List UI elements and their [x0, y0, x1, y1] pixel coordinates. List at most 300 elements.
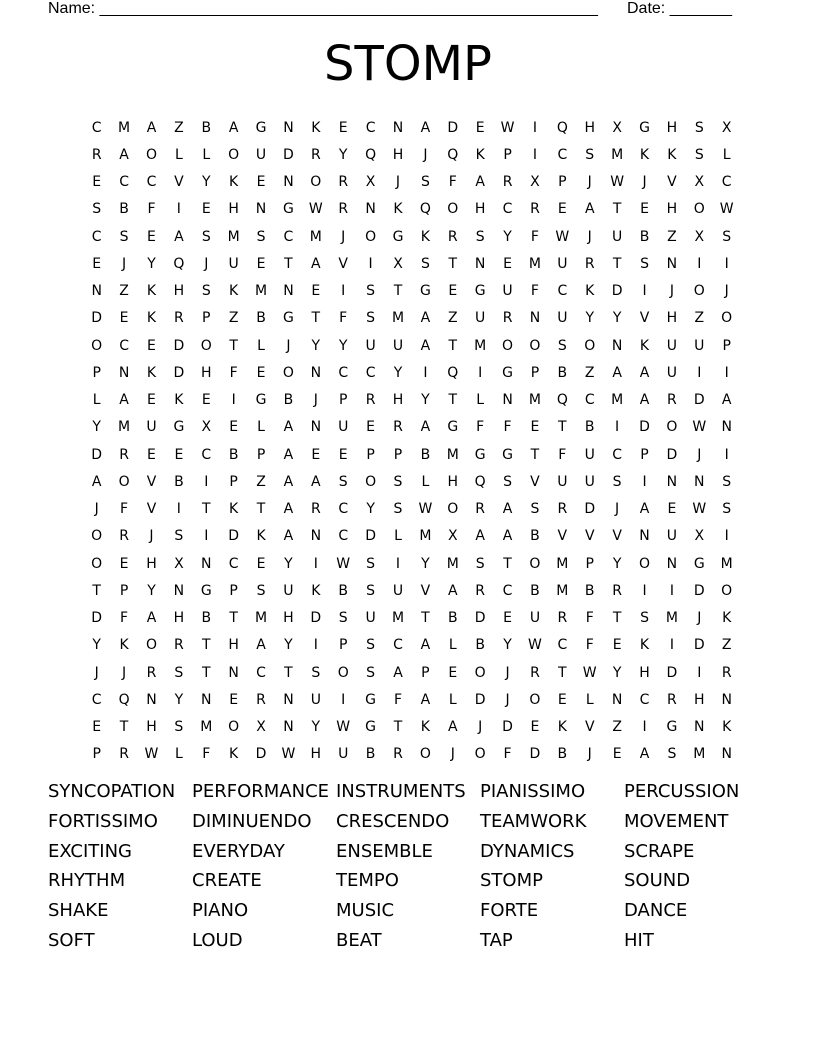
grid-cell: C [557, 637, 568, 654]
grid-cell: R [174, 310, 184, 327]
grid-cell: I [724, 528, 729, 545]
grid-cell: G [502, 364, 513, 381]
grid-cell: O [447, 201, 459, 218]
grid-cell: O [693, 283, 705, 300]
grid-cell: S [694, 119, 704, 136]
grid-cell: T [448, 255, 458, 272]
grid-cell: O [447, 501, 459, 518]
grid-cell: V [584, 528, 595, 545]
grid-cell: N [666, 555, 678, 572]
grid-cell: Y [421, 555, 430, 572]
grid-cell: S [393, 473, 403, 490]
grid-cell: Y [92, 419, 101, 436]
grid-cell: G [365, 691, 377, 708]
grid-cell: P [503, 146, 512, 163]
grid-cell: I [395, 555, 401, 572]
grid-cell: K [229, 283, 239, 300]
grid-cell: X [694, 174, 705, 191]
grid-cell: N [694, 719, 705, 736]
grid-cell: B [557, 364, 568, 381]
grid-cell: S [640, 610, 649, 627]
grid-cell: N [310, 528, 322, 545]
grid-cell: D [91, 310, 103, 327]
grid-cell: N [228, 664, 239, 681]
grid-cell: F [503, 746, 512, 763]
grid-cell: X [256, 719, 266, 736]
grid-cell: I [176, 501, 181, 518]
grid-row [83, 332, 743, 359]
grid-cell: G [283, 201, 294, 218]
grid-cell: W [336, 555, 351, 572]
grid-cell: P [585, 555, 594, 572]
grid-cell: Y [147, 255, 156, 272]
grid-cell: F [147, 201, 156, 218]
grid-cell: B [557, 746, 568, 763]
grid-cell: K [146, 310, 157, 327]
grid-cell: M [474, 337, 487, 354]
grid-cell: I [313, 555, 318, 572]
grid-cell: N [283, 283, 294, 300]
grid-cell: M [391, 310, 405, 327]
grid-cell: A [283, 528, 294, 545]
word-list-item: INSTRUMENTS [336, 781, 466, 802]
grid-cell: E [448, 664, 458, 681]
grid-cell: U [365, 337, 376, 354]
grid-cell: E [667, 501, 677, 518]
grid-cell: N [310, 419, 322, 436]
page-title: STOMP [324, 36, 492, 92]
grid-cell: I [697, 255, 702, 272]
grid-cell: A [174, 228, 184, 245]
grid-cell: G [474, 283, 486, 300]
word-list-item: PERCUSSION [624, 781, 740, 802]
grid-cell: I [724, 364, 729, 381]
grid-cell: A [119, 146, 129, 163]
grid-cell: S [201, 283, 211, 300]
word-list-item: SOUND [624, 870, 691, 892]
grid-cell: E [119, 555, 129, 572]
grid-cell: J [122, 255, 127, 272]
grid-cell: T [229, 610, 238, 627]
grid-cell: I [724, 255, 729, 272]
grid-cell: Z [228, 310, 239, 327]
grid-cell: R [119, 446, 129, 463]
grid-cell: N [392, 119, 404, 136]
grid-cell: M [528, 392, 541, 409]
grid-cell: E [503, 610, 512, 627]
grid-cell: Y [585, 310, 594, 327]
grid-cell: O [310, 174, 322, 191]
grid-cell: K [475, 146, 485, 163]
grid-cell: F [503, 419, 512, 436]
grid-cell: T [612, 610, 622, 627]
grid-cell: C [228, 555, 239, 572]
grid-cell: D [474, 610, 486, 627]
grid-cell: R [721, 664, 732, 681]
grid-cell: U [392, 582, 404, 599]
grid-cell: T [256, 501, 266, 518]
grid-cell: L [202, 146, 211, 163]
grid-cell: K [229, 501, 239, 518]
grid-cell: S [201, 228, 211, 245]
grid-cell: G [255, 119, 267, 136]
grid-cell: Y [201, 174, 211, 191]
grid-cell: W [692, 501, 707, 518]
grid-cell: A [475, 174, 485, 191]
grid-cell: J [505, 664, 510, 681]
grid-cell: J [697, 610, 702, 627]
grid-cell: P [338, 637, 348, 654]
grid-cell: A [502, 528, 513, 545]
grid-cell: U [392, 337, 404, 354]
grid-cell: J [505, 691, 510, 708]
grid-cell: C [91, 119, 102, 136]
word-list-item: TEMPO [336, 870, 399, 892]
grid-cell: P [393, 446, 403, 463]
grid-cell: O [529, 337, 541, 354]
grid-cell: L [394, 528, 402, 545]
grid-cell: G [283, 310, 294, 327]
grid-cell: D [584, 501, 596, 518]
grid-cell: A [612, 364, 622, 381]
grid-cell: K [311, 119, 321, 136]
grid-cell: R [475, 582, 486, 599]
grid-cell: U [694, 337, 705, 354]
grid-cell: S [338, 610, 348, 627]
grid-cell: A [420, 691, 431, 708]
grid-cell: S [503, 473, 512, 490]
grid-cell: M [446, 555, 459, 572]
grid-cell: U [557, 473, 568, 490]
grid-cell: V [639, 310, 650, 327]
grid-cell: O [91, 528, 103, 545]
grid-cell: Z [612, 719, 622, 736]
grid-cell: U [338, 419, 349, 436]
grid-cell: J [478, 719, 483, 736]
grid-cell: K [256, 528, 266, 545]
grid-cell: P [119, 582, 129, 599]
grid-cell: A [311, 255, 321, 272]
grid-cell: U [338, 746, 349, 763]
grid-cell: D [283, 146, 294, 163]
grid-cell: A [639, 392, 650, 409]
grid-cell: E [229, 691, 239, 708]
grid-cell: S [612, 473, 622, 490]
grid-cell: J [587, 174, 592, 191]
grid-cell: M [556, 582, 569, 599]
grid-cell: E [147, 228, 156, 245]
grid-cell: S [366, 310, 376, 327]
word-list-item: STOMP [480, 870, 543, 892]
grid-cell: J [724, 283, 729, 300]
word-list-item: RHYTHM [48, 870, 126, 892]
grid-cell: E [229, 419, 239, 436]
grid-cell: B [119, 201, 129, 218]
grid-cell: S [475, 555, 485, 572]
grid-cell: P [92, 364, 101, 381]
grid-cell: X [612, 119, 622, 136]
grid-cell: R [119, 746, 129, 763]
grid-cell: I [341, 283, 346, 300]
grid-cell: K [639, 637, 650, 654]
grid-cell: S [92, 201, 102, 218]
grid-cell: U [584, 446, 595, 463]
grid-cell: I [697, 364, 702, 381]
grid-cell: N [694, 473, 705, 490]
grid-cell: A [502, 501, 513, 518]
word-list-item: DIMINUENDO [192, 810, 312, 832]
grid-cell: S [722, 228, 732, 245]
grid-cell: I [532, 119, 538, 136]
grid-cell: O [282, 364, 294, 381]
grid-cell: S [174, 664, 184, 681]
grid-cell: R [557, 610, 568, 627]
grid-cell: R [393, 746, 403, 763]
grid-cell: I [368, 255, 373, 272]
grid-cell: S [722, 501, 732, 518]
grid-cell: C [91, 691, 102, 708]
grid-cell: K [229, 746, 239, 763]
grid-cell: N [666, 255, 678, 272]
word-list-item: TEAMWORK [480, 810, 587, 832]
grid-cell: G [474, 446, 486, 463]
grid-cell: N [173, 582, 185, 599]
grid-cell: L [174, 146, 183, 163]
grid-cell: Y [311, 719, 321, 736]
grid-cell: S [640, 255, 649, 272]
grid-cell: H [228, 201, 239, 218]
grid-cell: A [420, 637, 431, 654]
grid-cell: J [286, 337, 291, 354]
grid-cell: Y [393, 364, 403, 381]
grid-cell: A [420, 310, 431, 327]
word-list-item: PIANISSIMO [480, 781, 586, 802]
grid-cell: J [94, 664, 99, 681]
grid-cell: I [697, 664, 702, 681]
grid-cell: R [393, 419, 403, 436]
grid-cell: W [528, 637, 542, 654]
grid-cell: G [447, 419, 459, 436]
grid-cell: F [448, 174, 457, 191]
grid-cell: D [91, 446, 103, 463]
grid-cell: X [393, 255, 403, 272]
grid-cell: N [529, 310, 541, 327]
grid-cell: T [421, 610, 430, 627]
grid-cell: C [612, 446, 622, 463]
grid-cell: E [612, 746, 622, 763]
word-list-item: FORTE [480, 900, 539, 922]
grid-cell: P [256, 446, 266, 463]
grid-cell: K [420, 228, 430, 245]
grid-cell: E [612, 637, 622, 654]
grid-cell: O [584, 337, 596, 354]
grid-cell: T [201, 637, 211, 654]
grid-cell: R [502, 174, 513, 191]
grid-cell: T [92, 582, 101, 599]
grid-cell: E [147, 446, 156, 463]
grid-cell: R [530, 201, 540, 218]
grid-cell: T [448, 392, 458, 409]
grid-cell: S [722, 473, 732, 490]
grid-cell: B [256, 310, 266, 327]
grid-cell: X [694, 528, 705, 545]
grid-cell: D [693, 637, 705, 654]
grid-cell: S [420, 255, 430, 272]
grid-cell: P [92, 746, 101, 763]
grid-cell: T [558, 664, 567, 681]
grid-cell: A [420, 419, 431, 436]
grid-cell: O [529, 555, 541, 572]
word-list-item: HIT [624, 929, 654, 951]
grid-cell: O [145, 637, 157, 654]
grid-cell: L [257, 337, 265, 354]
grid-cell: J [94, 501, 99, 518]
grid-cell: S [475, 228, 485, 245]
grid-cell: T [612, 255, 622, 272]
grid-cell: I [615, 419, 620, 436]
grid-cell: D [639, 419, 650, 436]
grid-cell: F [585, 610, 594, 627]
grid-cell: C [338, 528, 349, 545]
grid-cell: E [475, 119, 485, 136]
word-list-item: SCRAPE [624, 840, 695, 862]
grid-cell: G [255, 392, 267, 409]
grid-cell: K [174, 392, 184, 409]
grid-cell: V [557, 528, 568, 545]
grid-cell: R [667, 691, 677, 708]
grid-cell: K [557, 719, 567, 736]
grid-cell: O [666, 419, 678, 436]
grid-cell: J [122, 664, 127, 681]
grid-cell: N [283, 719, 294, 736]
grid-cell: K [667, 146, 677, 163]
grid-cell: J [615, 501, 620, 518]
grid-cell: G [502, 446, 513, 463]
grid-cell: O [200, 337, 212, 354]
grid-cell: M [254, 610, 268, 627]
grid-cell: D [365, 528, 376, 545]
grid-cell: M [665, 610, 678, 627]
grid-row [83, 114, 743, 141]
grid-cell: I [642, 719, 647, 736]
grid-cell: Y [612, 555, 622, 572]
grid-cell: B [639, 228, 650, 245]
grid-cell: N [255, 201, 267, 218]
grid-cell: B [475, 637, 485, 654]
grid-cell: A [283, 419, 294, 436]
grid-cell: F [530, 283, 539, 300]
grid-cell: E [448, 283, 458, 300]
grid-cell: D [228, 528, 240, 545]
grid-cell: Y [338, 146, 348, 163]
grid-cell: U [475, 310, 486, 327]
grid-cell: A [420, 119, 431, 136]
grid-cell: Y [147, 582, 156, 599]
date-field: Date: _______ [627, 0, 732, 17]
grid-cell: I [341, 691, 346, 708]
grid-cell: H [146, 555, 157, 572]
grid-cell: P [366, 446, 375, 463]
grid-cell: E [557, 201, 567, 218]
word-list-item: TAP [480, 929, 513, 951]
grid-cell: K [722, 719, 732, 736]
grid-cell: C [639, 691, 650, 708]
grid-row [83, 250, 743, 277]
grid-cell: A [447, 719, 458, 736]
grid-cell: Z [667, 228, 677, 245]
grid-cell: T [393, 283, 403, 300]
grid-cell: B [530, 582, 540, 599]
grid-row [83, 141, 743, 168]
grid-cell: U [310, 691, 321, 708]
grid-cell: X [530, 174, 540, 191]
grid-cell: S [338, 473, 348, 490]
grid-cell: H [228, 637, 239, 654]
grid-cell: X [365, 174, 376, 191]
grid-cell: P [421, 664, 430, 681]
grid-cell: D [529, 746, 541, 763]
grid-cell: E [557, 691, 567, 708]
word-list-item: DYNAMICS [480, 840, 575, 862]
grid-cell: G [639, 119, 650, 136]
grid-row [83, 441, 743, 468]
grid-cell: O [145, 146, 157, 163]
word-list-item: SYNCOPATION [48, 781, 176, 802]
grid-cell: R [530, 664, 540, 681]
grid-cell: S [585, 146, 595, 163]
grid-cell: T [558, 419, 567, 436]
grid-row [83, 577, 743, 604]
grid-cell: C [338, 364, 349, 381]
grid-cell: S [256, 582, 266, 599]
grid-cell: Y [503, 228, 512, 245]
grid-cell: T [201, 501, 211, 518]
grid-cell: S [311, 664, 321, 681]
grid-cell: H [283, 610, 294, 627]
grid-cell: S [119, 228, 129, 245]
grid-cell: D [502, 719, 513, 736]
grid-cell: N [118, 364, 130, 381]
grid-cell: A [447, 582, 458, 599]
grid-cell: C [584, 392, 595, 409]
grid-cell: U [255, 146, 267, 163]
grid-cell: V [420, 582, 431, 599]
grid-cell: S [366, 664, 376, 681]
grid-cell: S [667, 746, 677, 763]
grid-cell: O [337, 664, 349, 681]
grid-cell: T [530, 446, 540, 463]
grid-cell: S [174, 719, 184, 736]
grid-cell: I [176, 201, 181, 218]
grid-cell: I [204, 528, 209, 545]
grid-cell: I [724, 446, 729, 463]
grid-cell: U [666, 337, 678, 354]
grid-cell: Q [474, 473, 486, 490]
grid-cell: E [256, 364, 266, 381]
grid-cell: I [231, 392, 236, 409]
grid-cell: U [283, 582, 294, 599]
grid-cell: Y [284, 637, 293, 654]
grid-cell: B [530, 528, 540, 545]
grid-cell: N [611, 691, 623, 708]
grid-cell: N [283, 691, 294, 708]
grid-cell: J [642, 174, 647, 191]
grid-cell: P [338, 392, 348, 409]
grid-cell: S [366, 637, 376, 654]
grid-cell: H [639, 664, 650, 681]
grid-cell: R [146, 664, 157, 681]
grid-cell: T [393, 719, 403, 736]
